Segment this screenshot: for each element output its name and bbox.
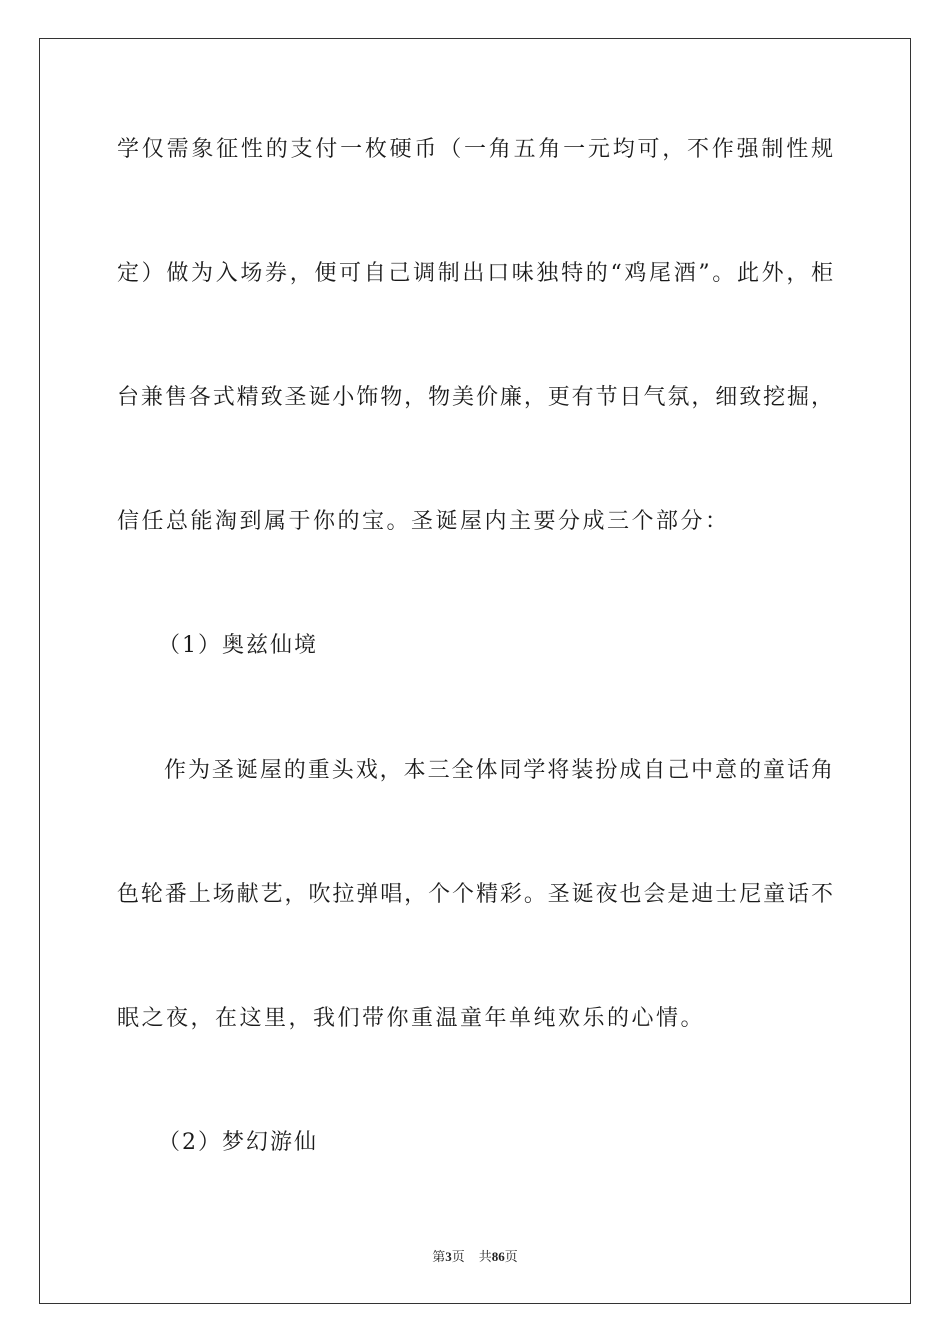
total-pages-number: 86 [491, 1249, 505, 1264]
paragraph-line: 学仅需象征性的支付一枚硬币（一角五角一元均可，不作强制性规 [117, 137, 833, 162]
total-prefix: 共 [478, 1250, 492, 1265]
section-heading: （2）梦幻游仙 [158, 1130, 318, 1155]
page-frame [39, 38, 911, 1304]
paragraph-line: 眠之夜，在这里，我们带你重温童年单纯欢乐的心情。 [117, 1006, 706, 1031]
paragraph-line: 定）做为入场券，便可自己调制出口味独特的“鸡尾酒”。此外，柜 [117, 261, 833, 286]
page-suffix: 页 [451, 1250, 465, 1265]
paragraph-line: 信任总能淘到属于你的宝。圣诞屋内主要分成三个部分： [117, 509, 730, 534]
paragraph-line: 色轮番上场献艺，吹拉弹唱，个个精彩。圣诞夜也会是迪士尼童话不 [117, 882, 833, 907]
section-heading: （1）奥兹仙境 [158, 633, 318, 658]
paragraph-line: 台兼售各式精致圣诞小饰物，物美价廉，更有节日气氛，细致挖掘， [117, 385, 833, 410]
total-suffix: 页 [504, 1250, 518, 1265]
page-prefix: 第 [432, 1250, 446, 1265]
current-page-number: 3 [445, 1249, 452, 1264]
page-footer [0, 1248, 950, 1267]
paragraph-line: 作为圣诞屋的重头戏，本三全体同学将装扮成自己中意的童话角 [164, 758, 833, 783]
